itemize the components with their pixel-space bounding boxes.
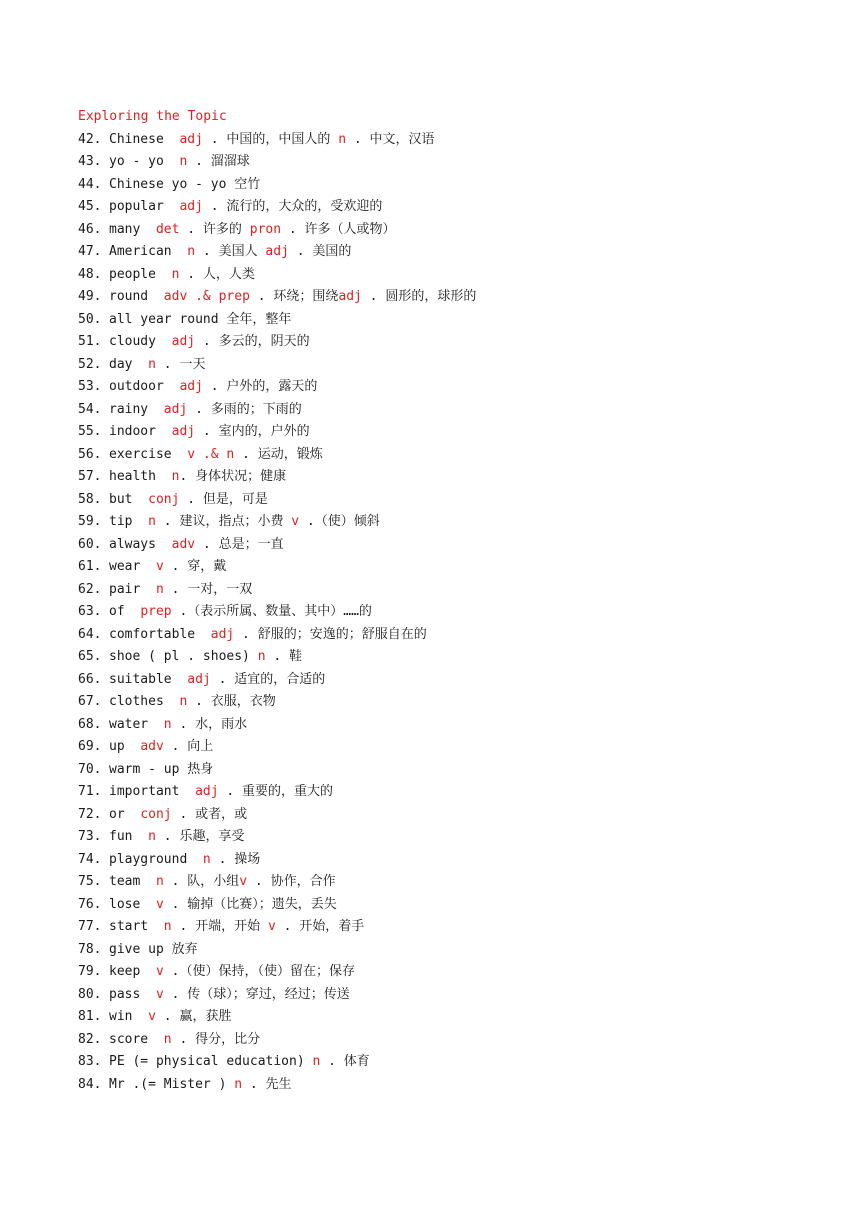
entry-number: 78. — [78, 941, 102, 957]
vocab-entry — [78, 601, 818, 624]
vocab-entry — [78, 534, 818, 557]
entry-text: . 协作，合作 — [247, 874, 336, 889]
vocab-entry — [78, 219, 818, 242]
vocab-entry — [78, 759, 818, 782]
vocab-entry — [78, 646, 818, 669]
entry-text: clothes — [109, 694, 180, 709]
entry-number: 64. — [78, 626, 102, 642]
entry-number: 77. — [78, 919, 102, 934]
vocab-entry — [78, 331, 818, 354]
part-of-speech: v — [155, 896, 164, 912]
part-of-speech: n — [148, 514, 156, 529]
vocab-entry — [78, 511, 818, 534]
vocab-entry — [78, 1051, 818, 1074]
entry-text: . 多云的，阴天的 — [195, 334, 310, 349]
vocab-entry — [78, 849, 818, 872]
vocab-entry — [78, 399, 818, 422]
entry-text: day — [109, 356, 149, 372]
entry-number: 55. — [78, 424, 102, 439]
part-of-speech: n — [163, 919, 172, 934]
part-of-speech: v — [155, 559, 164, 574]
vocab-entry — [78, 961, 818, 984]
entry-number: 66. — [78, 671, 102, 687]
section-heading: Exploring the Topic — [78, 109, 227, 124]
part-of-speech: n — [338, 131, 347, 147]
entry-number: 54. — [78, 401, 102, 417]
entry-number: 68. — [78, 716, 102, 732]
entry-number: 82. — [78, 1031, 102, 1047]
entry-text: . 美国的 — [288, 244, 352, 259]
entry-text: . 输掉（比赛）；遗失，丢失 — [163, 896, 337, 912]
part-of-speech: n — [179, 154, 188, 169]
entry-text: team — [109, 874, 156, 889]
vocab-entry — [78, 736, 818, 759]
entry-number: 44. — [78, 176, 102, 192]
part-of-speech: conj — [140, 806, 172, 822]
part-of-speech: n — [171, 469, 180, 484]
vocab-entry — [78, 354, 818, 377]
part-of-speech: adj — [171, 334, 196, 349]
part-of-speech: adj — [179, 379, 203, 394]
entry-text: shoe ( pl . shoes) — [109, 649, 258, 664]
entry-text: always — [109, 536, 172, 552]
vocab-entry — [78, 151, 818, 174]
entry-number: 59. — [78, 514, 102, 529]
entry-text: . 环绕；围绕 — [249, 289, 339, 304]
vocab-entry — [78, 309, 818, 332]
entry-number: 76. — [78, 896, 102, 912]
entry-text: . 适宜的，合适的 — [210, 671, 326, 687]
part-of-speech: n — [163, 1031, 172, 1047]
part-of-speech: adj — [195, 784, 219, 799]
entry-text: . 舒服的；安逸的；舒服自在的 — [234, 626, 427, 642]
entry-text: . 传（球）；穿过，经过；传送 — [163, 986, 350, 1002]
vocab-entry — [78, 466, 818, 489]
entry-number: 57. — [78, 469, 102, 484]
vocab-entry — [78, 489, 818, 512]
entry-text: Chinese — [109, 131, 180, 147]
entry-text: . 穿，戴 — [163, 559, 227, 574]
part-of-speech: adj — [179, 131, 203, 147]
part-of-speech: adj — [179, 199, 203, 214]
entry-text: . 水，雨水 — [171, 716, 248, 732]
vocab-entry — [78, 241, 818, 264]
entry-text: . 身体状况；健康 — [179, 469, 287, 484]
vocab-entry — [78, 286, 818, 309]
entry-text: but — [109, 491, 149, 507]
entry-text: American — [109, 244, 188, 259]
entry-text: . 但是，可是 — [179, 491, 268, 507]
entry-number: 45. — [78, 199, 102, 214]
entry-text: exercise — [109, 446, 188, 462]
entry-text: . 操场 — [210, 851, 261, 867]
entry-number: 50. — [78, 311, 102, 327]
entry-number: 79. — [78, 964, 102, 979]
entry-text: . 溜溜球 — [187, 154, 250, 169]
vocab-entry — [78, 264, 818, 287]
entry-number: 80. — [78, 986, 102, 1002]
entry-text: . 先生 — [242, 1076, 292, 1092]
entry-text: health — [109, 469, 172, 484]
entry-text: . 圆形的，球形的 — [361, 289, 477, 304]
vocab-entry — [78, 871, 818, 894]
entry-number: 46. — [78, 221, 102, 237]
entry-text: all year round 全年，整年 — [109, 311, 292, 327]
entry-number: 42. — [78, 131, 102, 147]
entry-text: . 鞋 — [265, 649, 303, 664]
entry-text: . 一天 — [155, 356, 206, 372]
entry-text: . 流行的，大众的，受欢迎的 — [202, 199, 383, 214]
entry-text: start — [109, 919, 164, 934]
entry-text: score — [109, 1031, 164, 1047]
entry-number: 49. — [78, 289, 102, 304]
entry-text: many — [109, 221, 156, 237]
part-of-speech: n — [234, 1076, 243, 1092]
part-of-speech: v — [239, 874, 248, 889]
entry-number: 75. — [78, 874, 102, 889]
part-of-speech: n — [155, 874, 164, 889]
entry-number: 81. — [78, 1009, 102, 1024]
entry-number: 53. — [78, 379, 102, 394]
vocab-entry — [78, 624, 818, 647]
part-of-speech: adj — [265, 244, 289, 259]
vocab-entry — [78, 421, 818, 444]
part-of-speech: n — [202, 851, 211, 867]
entry-number: 71. — [78, 784, 102, 799]
part-of-speech: n — [148, 356, 156, 372]
entry-number: 83. — [78, 1054, 102, 1069]
vocab-entry — [78, 916, 818, 939]
entry-text: . 向上 — [163, 739, 214, 754]
vocab-entry — [78, 984, 818, 1007]
entry-text: important — [109, 784, 196, 799]
part-of-speech: adv — [140, 739, 164, 754]
entry-text: . 总是；一直 — [195, 536, 284, 552]
entry-text: yo - yo — [109, 154, 180, 169]
part-of-speech: adv .& prep — [163, 289, 250, 304]
part-of-speech: det — [155, 221, 180, 237]
part-of-speech: v — [291, 514, 300, 529]
entry-number: 63. — [78, 604, 102, 619]
part-of-speech: n — [163, 716, 172, 732]
entry-text: . 室内的，户外的 — [195, 424, 310, 439]
entry-text: warm - up 热身 — [109, 761, 214, 777]
entry-text: . 人，人类 — [179, 266, 255, 282]
entry-text: PE (= physical education) — [109, 1054, 313, 1069]
entry-number: 47. — [78, 244, 102, 259]
entry-text: . 户外的，露天的 — [202, 379, 318, 394]
entry-text: . 赢，获胜 — [155, 1009, 232, 1024]
part-of-speech: v .& n — [187, 446, 235, 462]
entry-text: indoor — [109, 424, 172, 439]
part-of-speech: n — [148, 829, 156, 844]
entry-text: or — [109, 806, 141, 822]
entry-text: pair — [109, 581, 156, 597]
part-of-speech: n — [155, 581, 164, 597]
part-of-speech: adj — [338, 289, 362, 304]
entry-number: 72. — [78, 806, 102, 822]
vocab-entry — [78, 804, 818, 827]
part-of-speech: v — [267, 919, 276, 934]
entry-text: lose — [109, 896, 156, 912]
entry-text: pass — [109, 986, 156, 1002]
vocab-entry — [78, 894, 818, 917]
vocab-entry — [78, 939, 818, 962]
entry-text: wear — [109, 559, 156, 574]
vocab-entry — [78, 376, 818, 399]
vocab-entry — [78, 1029, 818, 1052]
vocab-entry — [78, 781, 818, 804]
entry-number: 62. — [78, 581, 102, 597]
entry-text: outdoor — [109, 379, 180, 394]
entry-number: 52. — [78, 356, 102, 372]
part-of-speech: n — [179, 694, 188, 709]
part-of-speech: n — [171, 266, 180, 282]
entry-text: . 许多的 — [179, 221, 250, 237]
entry-text: .（表示所属、数量、其中）……的 — [171, 604, 372, 619]
entry-text: up — [109, 739, 141, 754]
entry-text: round — [109, 289, 164, 304]
vocab-entry — [78, 669, 818, 692]
entry-text: people — [109, 266, 172, 282]
entry-text: . 美国人 — [195, 244, 266, 259]
entry-number: 56. — [78, 446, 102, 462]
vocab-entry — [78, 174, 818, 197]
vocab-entry — [78, 714, 818, 737]
entry-text: . 开端，开始 — [171, 919, 268, 934]
vocab-entry — [78, 556, 818, 579]
entry-text: . 得分，比分 — [171, 1031, 261, 1047]
entry-text: win — [109, 1009, 149, 1024]
entry-text: playground — [109, 851, 203, 867]
part-of-speech: adj — [171, 424, 196, 439]
entry-text: water — [109, 716, 164, 732]
entry-text: . 重要的，重大的 — [218, 784, 334, 799]
entry-text: .（使）倾斜 — [299, 514, 380, 529]
vocab-entry — [78, 444, 818, 467]
entry-text: fun — [109, 829, 149, 844]
entry-number: 73. — [78, 829, 102, 844]
part-of-speech: adj — [210, 626, 235, 642]
entry-text: comfortable — [109, 626, 211, 642]
entry-number: 74. — [78, 851, 102, 867]
vocab-entry — [78, 129, 818, 152]
entry-text: . 中国的，中国人的 — [202, 131, 339, 147]
entry-number: 51. — [78, 334, 102, 349]
entry-text: of — [109, 604, 141, 619]
entry-text: . 衣服，衣物 — [187, 694, 276, 709]
vocab-entry — [78, 579, 818, 602]
part-of-speech: v — [155, 964, 164, 979]
part-of-speech: v — [155, 986, 164, 1002]
entry-text: suitable — [109, 671, 188, 687]
entry-text: Chinese yo - yo 空竹 — [109, 176, 261, 192]
entry-number: 70. — [78, 761, 102, 777]
entry-text: . 一对，一双 — [163, 581, 253, 597]
part-of-speech: v — [148, 1009, 156, 1024]
vocabulary-list — [78, 106, 818, 1096]
part-of-speech: adv — [171, 536, 196, 552]
entry-text: . 中文，汉语 — [346, 131, 435, 147]
part-of-speech: n — [312, 1054, 321, 1069]
entry-number: 61. — [78, 559, 102, 574]
vocab-entry — [78, 691, 818, 714]
entry-text: rainy — [109, 401, 164, 417]
entry-text: . 建议，指点；小费 — [155, 514, 292, 529]
part-of-speech: pron — [249, 221, 282, 237]
entry-number: 43. — [78, 154, 102, 169]
part-of-speech: n — [187, 244, 196, 259]
entry-number: 69. — [78, 739, 102, 754]
entries-container — [78, 129, 818, 1097]
entry-text: give up 放弃 — [109, 941, 198, 957]
vocab-entry — [78, 1006, 818, 1029]
entry-number: 48. — [78, 266, 102, 282]
part-of-speech: prep — [140, 604, 172, 619]
part-of-speech: n — [257, 649, 266, 664]
entry-text: . 许多（人或物） — [281, 221, 396, 237]
vocab-entry — [78, 1074, 818, 1097]
entry-number: 58. — [78, 491, 102, 507]
entry-text: . 队，小组 — [163, 874, 240, 889]
entry-number: 65. — [78, 649, 102, 664]
entry-text: . 运动，锻炼 — [234, 446, 323, 462]
entry-text: . 体育 — [320, 1054, 370, 1069]
entry-text: . 多雨的；下雨的 — [187, 401, 302, 417]
entry-text: .（使）保持，（使）留在；保存 — [163, 964, 355, 979]
entry-number: 67. — [78, 694, 102, 709]
part-of-speech: adj — [163, 401, 188, 417]
entry-text: Mr .(= Mister ) — [109, 1076, 235, 1092]
entry-text: cloudy — [109, 334, 172, 349]
entry-text: . 乐趣，享受 — [155, 829, 245, 844]
entry-number: 84. — [78, 1076, 102, 1092]
entry-text: keep — [109, 964, 156, 979]
entry-text: tip — [109, 514, 149, 529]
entry-text: popular — [109, 199, 180, 214]
entry-text: . 开始，着手 — [275, 919, 365, 934]
entry-text: . 或者，或 — [171, 806, 248, 822]
part-of-speech: conj — [148, 491, 180, 507]
vocab-entry — [78, 826, 818, 849]
entry-number: 60. — [78, 536, 102, 552]
vocab-entry — [78, 196, 818, 219]
part-of-speech: adj — [187, 671, 211, 687]
